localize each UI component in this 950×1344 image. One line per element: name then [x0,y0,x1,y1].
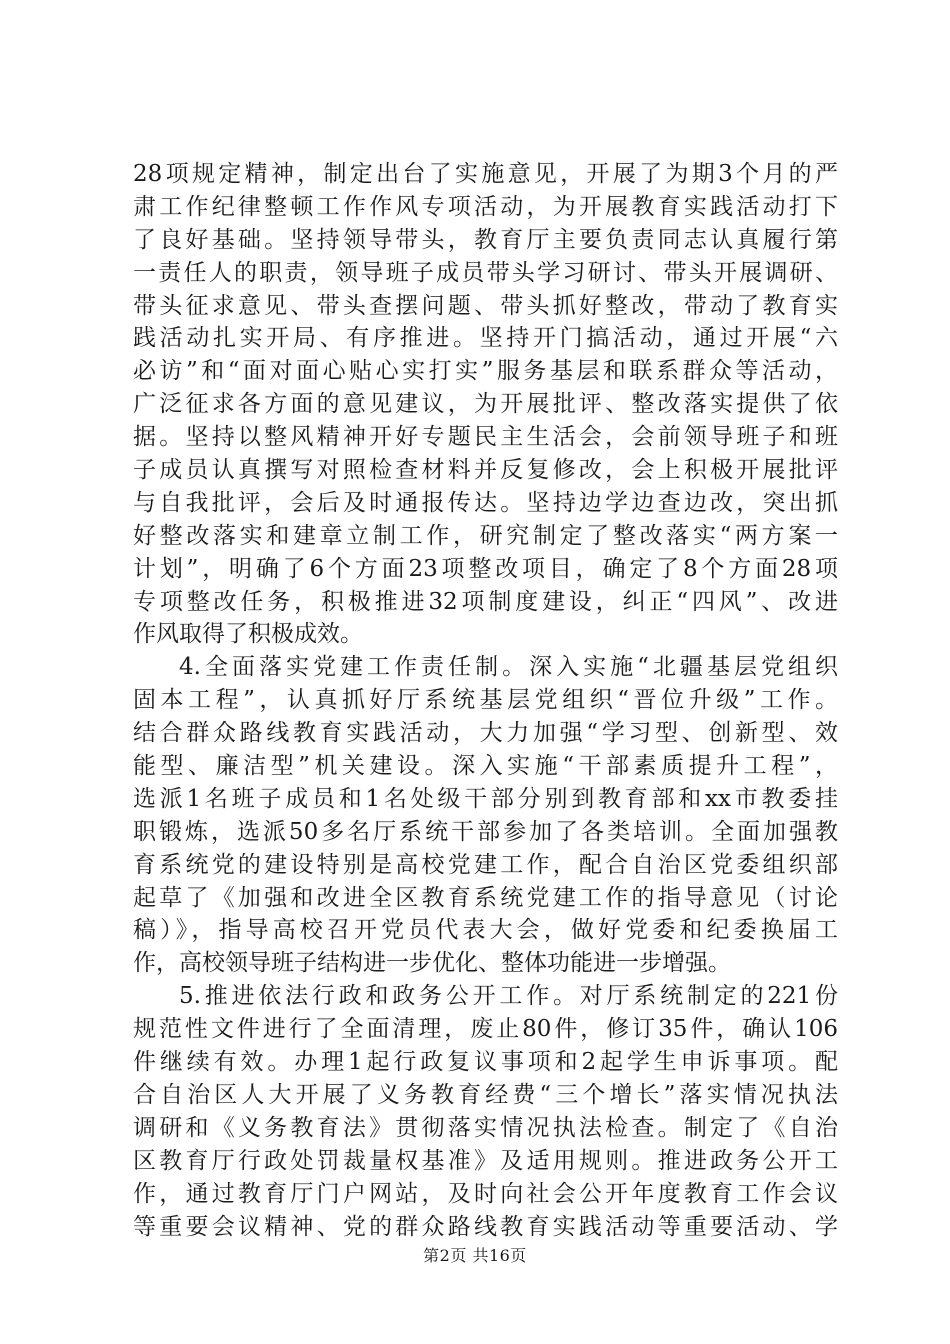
text-line: 调研和《义务教育法》贯彻落实情况执法检查。制定了《自治 [133,1114,838,1141]
text-line: 合自治区人大开展了义务教育经费“三个增长”落实情况执法 [133,1081,838,1108]
text-line: 规范性文件进行了全面清理，废止80件，修订35件，确认106 [133,1016,838,1043]
text-line: 好整改落实和建章立制工作，研究制定了整改落实“两方案一 [133,522,838,549]
paragraph-4 [133,651,838,980]
page-footer: 第2页 共16页 [423,1246,527,1265]
text-line: 能型、廉洁型”机关建设。深入实施“干部素质提升工程”， [133,753,838,780]
text-line: 职锻炼，选派50多名厅系统干部参加了各类培训。全面加强教 [133,818,838,845]
text-line: 作风取得了积极成效。 [133,621,363,648]
text-line: 带头征求意见、带头查摆问题、带头抓好整改，带动了教育实 [133,292,838,319]
text-line: 广泛征求各方面的意见建议，为开展批评、整改落实提供了依 [133,391,838,418]
text-line: 选派1名班子成员和1名处级干部分别到教育部和xx市教委挂 [133,785,838,812]
text-line: 一责任人的职责，领导班子成员带头学习研讨、带头开展调研、 [133,259,838,286]
text-line: 稿）》，指导高校召开党员代表大会，做好党委和纪委换届工 [133,917,838,944]
text-line: 必访”和“面对面心贴心实打实”服务基层和联系群众等活动， [133,358,838,385]
text-line: 子成员认真撰写对照检查材料并反复修改，会上积极开展批评 [133,457,838,484]
paragraph-continuation [133,158,838,651]
text-line: 与自我批评，会后及时通报传达。坚持边学边查边改，突出抓 [133,489,838,516]
text-line: 作，通过教育厅门户网站，及时向社会公开年度教育工作会议 [133,1180,838,1207]
text-line: 等重要会议精神、党的群众路线教育实践活动等重要活动、学 [133,1213,838,1240]
text-line: 践活动扎实开局、有序推进。坚持开门搞活动，通过开展“六 [133,325,838,352]
text-line: 肃工作纪律整顿工作作风专项活动，为开展教育实践活动打下 [133,193,838,220]
text-line: 计划”，明确了6个方面23项整改项目，确定了8个方面28项 [133,555,838,582]
text-line: 固本工程”，认真抓好厅系统基层党组织“晋位升级”工作。 [133,687,838,714]
text-line: 结合群众路线教育实践活动，大力加强“学习型、创新型、效 [133,720,838,747]
text-line: 作，高校领导班子结构进一步优化、整体功能进一步增强。 [133,950,731,977]
text-line: 了良好基础。坚持领导带头，教育厅主要负责同志认真履行第 [133,226,838,253]
text-line: 28项规定精神，制定出台了实施意见，开展了为期3个月的严 [133,161,838,187]
text-line: 起草了《加强和改进全区教育系统党建工作的指导意见（讨论 [133,884,838,911]
paragraph-5 [133,980,838,1243]
text-line: 件继续有效。办理1起行政复议事项和2起学生申诉事项。配 [133,1049,838,1076]
text-line: 4.全面落实党建工作责任制。深入实施“北疆基层党组织 [179,654,838,681]
text-line: 据。坚持以整风精神开好专题民主生活会，会前领导班子和班 [133,424,838,451]
text-line: 专项整改任务，积极推进32项制度建设，纠正“四风”、改进 [133,588,838,615]
text-line: 5.推进依法行政和政务公开工作。对厅系统制定的221份 [179,983,838,1010]
document-body [133,158,838,1243]
text-line: 育系统党的建设特别是高校党建工作，配合自治区党委组织部 [133,851,838,878]
text-line: 区教育厅行政处罚裁量权基准》及适用规则。推进政务公开工 [133,1147,838,1174]
